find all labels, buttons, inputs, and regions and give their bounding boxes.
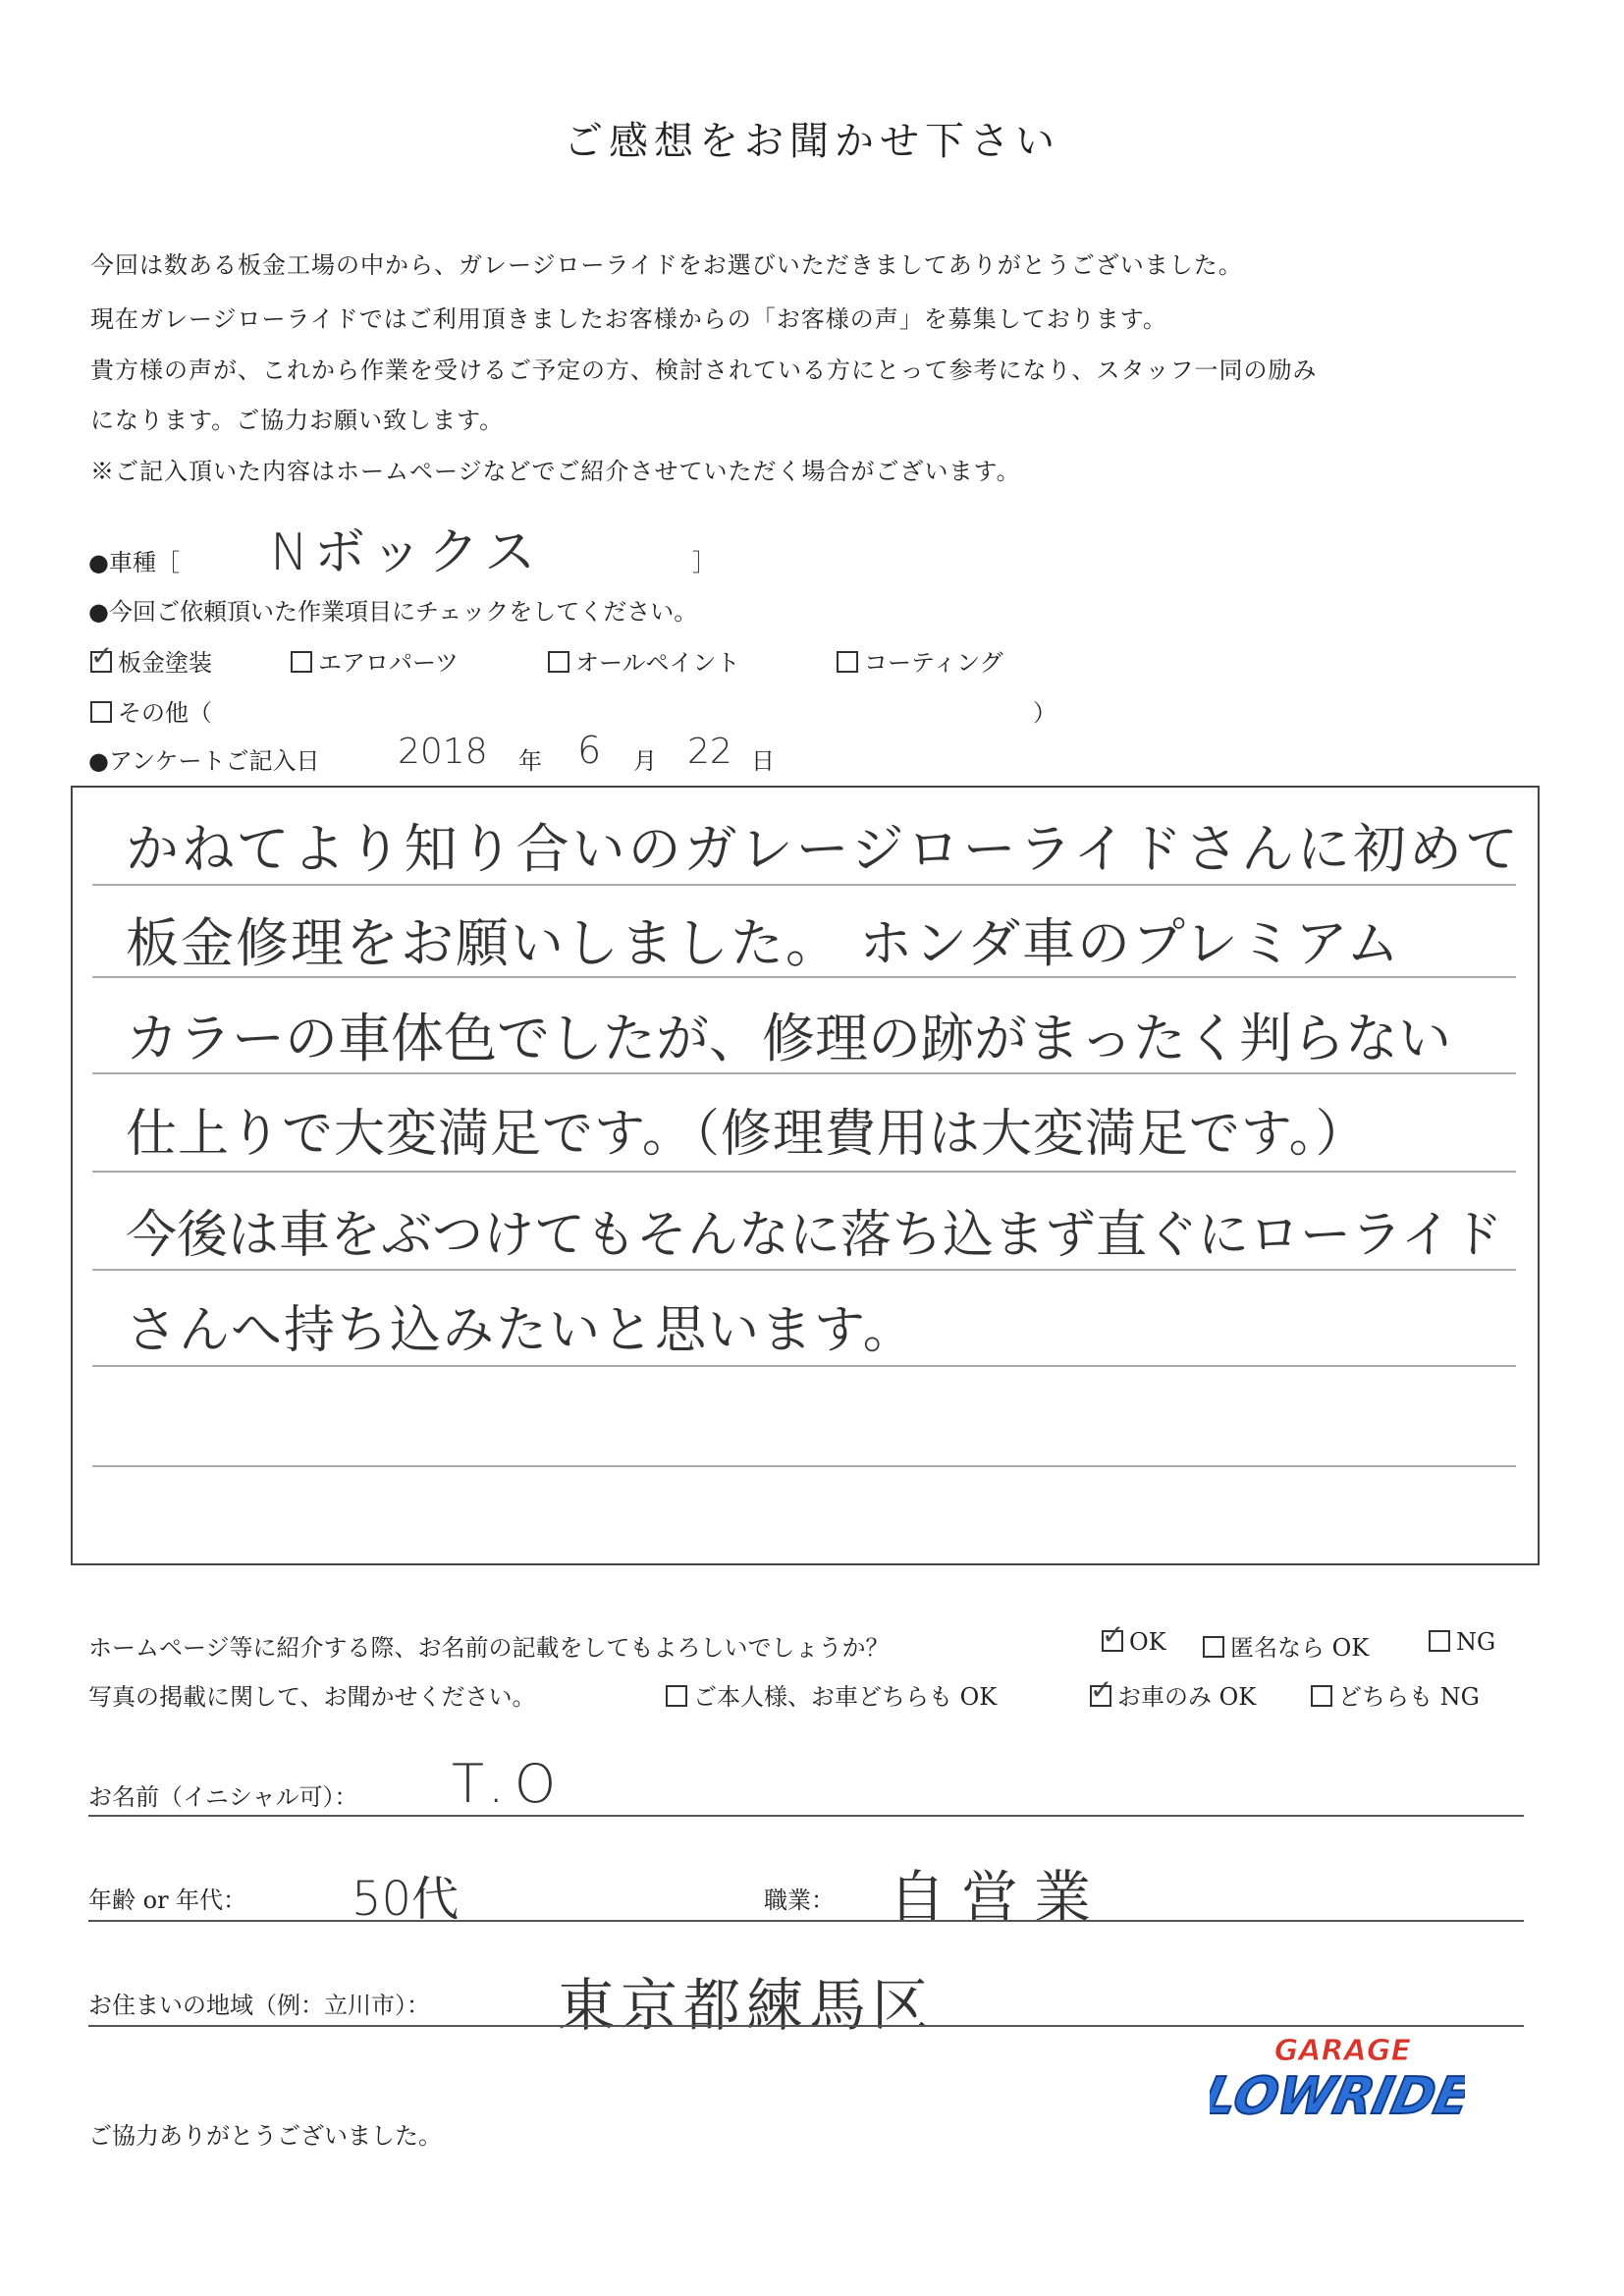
- date-month: 6: [577, 729, 602, 772]
- checkbox[interactable]: [666, 1685, 687, 1707]
- comment-line: さんへ持ち込みたいと思います。: [126, 1301, 916, 1360]
- vehicle-value: Nボックス: [270, 523, 542, 582]
- name-option-ok[interactable]: ✓ OK: [1102, 1628, 1166, 1656]
- intro-line: になります。ご協力お願い致します。: [90, 407, 505, 434]
- checkbox[interactable]: [90, 701, 112, 723]
- intro-line: ※ご記入頂いた内容はホームページなどでご紹介させていただく場合がございます。: [90, 458, 1021, 485]
- checkbox[interactable]: [548, 651, 569, 673]
- area-value: 東京都練馬区: [558, 1972, 936, 2039]
- page-title: ご感想をお聞かせ下さい: [564, 119, 1060, 164]
- date-month-unit: 月: [633, 747, 657, 775]
- checkbox-checked[interactable]: [1090, 1685, 1111, 1707]
- work-option-bankin[interactable]: ✓板金塗装: [90, 643, 212, 678]
- checkbox[interactable]: [1429, 1630, 1450, 1652]
- comment-line: カラーの車体色でしたが、修理の跡がまったく判らない: [126, 1008, 1451, 1069]
- checkbox-checked[interactable]: [1102, 1630, 1123, 1652]
- vehicle-close-bracket: ］: [692, 549, 716, 576]
- age-value: 50代: [352, 1872, 460, 1927]
- photo-option-car-only[interactable]: ✓ お車のみ OK: [1090, 1677, 1256, 1712]
- job-value: 自営業: [889, 1864, 1108, 1931]
- date-year-unit: 年: [518, 747, 542, 775]
- garage-lowride-logo: [1210, 2023, 1465, 2141]
- date-year: 2018: [398, 732, 488, 772]
- checkbox[interactable]: [1203, 1636, 1224, 1658]
- comment-line: 仕上りで大変満足です。（修理費用は大変満足です。）: [126, 1105, 1368, 1164]
- photo-option-none[interactable]: どちらも NG: [1311, 1677, 1480, 1712]
- photo-permission-question: 写真の掲載に関して、お聞かせください。: [88, 1683, 536, 1711]
- date-day: 22: [687, 732, 732, 772]
- date-day-unit: 日: [751, 747, 775, 775]
- checkbox[interactable]: [1311, 1685, 1332, 1707]
- job-label: 職業：: [764, 1886, 835, 1914]
- work-option-other[interactable]: その他（: [90, 693, 212, 728]
- name-permission-question: ホームページ等に紹介する際、お名前の記載をしてもよろしいでしょうか？: [88, 1634, 890, 1662]
- checkbox-checked[interactable]: [90, 651, 112, 673]
- area-label: お住まいの地域（例：立川市）：: [88, 1992, 430, 2019]
- intro-line: 今回は数ある板金工場の中から、ガレージローライドをお選びいただきましてありがとうございました。: [90, 251, 1243, 279]
- photo-option-both[interactable]: ご本人様、お車どちらも OK: [666, 1677, 997, 1712]
- logo-lowride-text: LOWRIDE: [1210, 2066, 1465, 2126]
- intro-line: 貴方様の声が、これから作業を受けるご予定の方、検討されている方にとって参考になり、スタッフ一同の励み: [90, 356, 1318, 384]
- work-option-aero[interactable]: エアロパーツ: [291, 643, 459, 678]
- age-label: 年齢 or 年代：: [88, 1886, 247, 1914]
- comment-line: かねてより知り合いのガレージローライドさんに初めて: [126, 818, 1521, 880]
- date-label: ●アンケートご記入日: [88, 747, 320, 775]
- logo-garage-text: GARAGE: [1273, 2034, 1411, 2068]
- work-option-coating[interactable]: コーティング: [837, 643, 1003, 678]
- checkbox[interactable]: [291, 651, 312, 673]
- work-option-allpaint[interactable]: オールペイント: [548, 643, 740, 678]
- name-option-anonymous[interactable]: 匿名なら OK: [1203, 1628, 1369, 1663]
- name-label: お名前（イニシャル可）：: [88, 1783, 358, 1811]
- thanks-text: ご協力ありがとうございました。: [88, 2122, 442, 2150]
- work-label: ●今回ご依頼頂いた作業項目にチェックをしてください。: [88, 598, 698, 626]
- checkbox[interactable]: [837, 651, 858, 673]
- name-value: T.O: [452, 1753, 567, 1815]
- name-option-ng[interactable]: NG: [1429, 1628, 1495, 1656]
- intro-line: 現在ガレージローライドではご利用頂きましたお客様からの「お客様の声」を募集しております。: [90, 305, 1167, 333]
- comment-line: 今後は車をぶつけてもそんなに落ち込まず直ぐにローライド: [126, 1206, 1503, 1265]
- comment-line: 板金修理をお願いしました。 ホンダ車のプレミアム: [126, 912, 1402, 974]
- vehicle-label: ●車種［: [88, 549, 180, 576]
- other-close-bracket: ）: [1033, 699, 1056, 727]
